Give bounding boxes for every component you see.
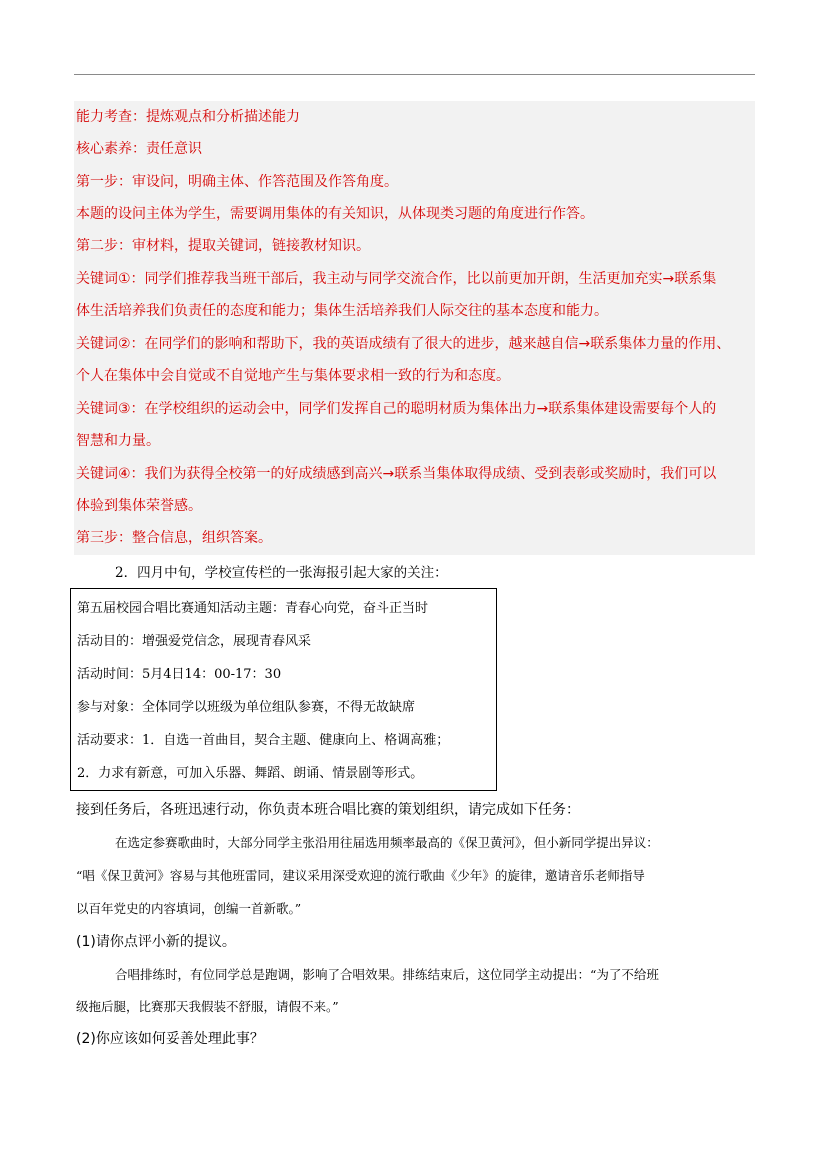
notice-line: 第五届校园合唱比赛通知活动主题：青春心向党，奋斗正当时: [77, 601, 429, 616]
analysis-line: 关键词③：在学校组织的运动会中，同学们发挥自己的聪明材质为集体出力→联系集体建设需要每个人的: [76, 401, 717, 417]
analysis-line: 关键词①：同学们推荐我当班干部后，我主动与同学交流合作，比以前更加开朗，生活更加充实→联系集: [76, 271, 717, 287]
para1-line: 在选定参赛歌曲时，大部分同学主张沿用往届选用频率最高的《保卫黄河》，但小新同学提出异议：: [115, 835, 659, 850]
analysis-line: 第三步：整合信息，组织答案。: [76, 530, 272, 546]
analysis-line: 体验到集体荣誉感。: [76, 498, 202, 514]
notice-line: 活动要求：1．自选一首曲目，契合主题、健康向上、格调高雅；: [77, 733, 450, 748]
para1-line: 以百年党史的内容填词，创编一首新歌。”: [76, 901, 302, 916]
analysis-line: 核心素养：责任意识: [76, 141, 202, 157]
analysis-line: 智慧和力量。: [76, 433, 160, 449]
analysis-line: 第一步：审设问，明确主体、作答范围及作答角度。: [76, 174, 398, 190]
analysis-line: 第二步：审材料，提取关键词，链接教材知识。: [76, 238, 370, 254]
notice-line: 活动目的：增强爱党信念，展现青春风采: [77, 634, 312, 649]
para1-line: “唱《保卫黄河》容易与其他班雷同，建议采用深受欢迎的流行歌曲《少年》的旋律，邀请音乐老师指导: [76, 868, 645, 883]
subquestion-2: (2)你应该如何妥善处理此事？: [76, 1031, 264, 1047]
analysis-line: 体生活培养我们负责任的态度和能力；集体生活培养我们人际交往的基本态度和能力。: [76, 303, 608, 319]
notice-line: 活动时间：5月4日14：00-17：30: [77, 667, 282, 682]
analysis-line: 能力考查：提炼观点和分析描述能力: [76, 109, 300, 125]
analysis-line: 个人在集体中会自觉或不自觉地产生与集体要求相一致的行为和态度。: [76, 368, 510, 384]
analysis-line: 关键词②：在同学们的影响和帮助下，我的英语成绩有了很大的进步，越来越自信→联系集体力量的作用、: [76, 336, 731, 352]
notice-line: 参与对象：全体同学以班级为单位组队参赛，不得无故缺席: [77, 700, 416, 715]
header-rule: [74, 74, 755, 75]
para2-line: 合唱排练时，有位同学总是跑调，影响了合唱效果。排练结束后，这位同学主动提出：“为了不给班: [115, 967, 659, 982]
para2-line: 级拖后腿，比赛那天我假装不舒服，请假不来。”: [76, 999, 339, 1014]
analysis-line: 本题的设问主体为学生，需要调用集体的有关知识，从体现类习题的角度进行作答。: [76, 206, 594, 222]
subquestion-1: (1)请你点评小新的提议。: [76, 934, 236, 950]
analysis-block: [74, 101, 755, 555]
analysis-line: 关键词④：我们为获得全校第一的好成绩感到高兴→联系当集体取得成绩、受到表彰或奖励时，我们可以: [76, 466, 717, 482]
notice-line: 2．力求有新意，可加入乐器、舞蹈、朗诵、情景剧等形式。: [77, 766, 424, 781]
question-intro: 2．四月中旬，学校宣传栏的一张海报引起大家的关注：: [115, 565, 448, 581]
notice-box: [70, 588, 497, 791]
task-line: 接到任务后，各班迅速行动，你负责本班合唱比赛的策划组织，请完成如下任务：: [76, 802, 580, 818]
